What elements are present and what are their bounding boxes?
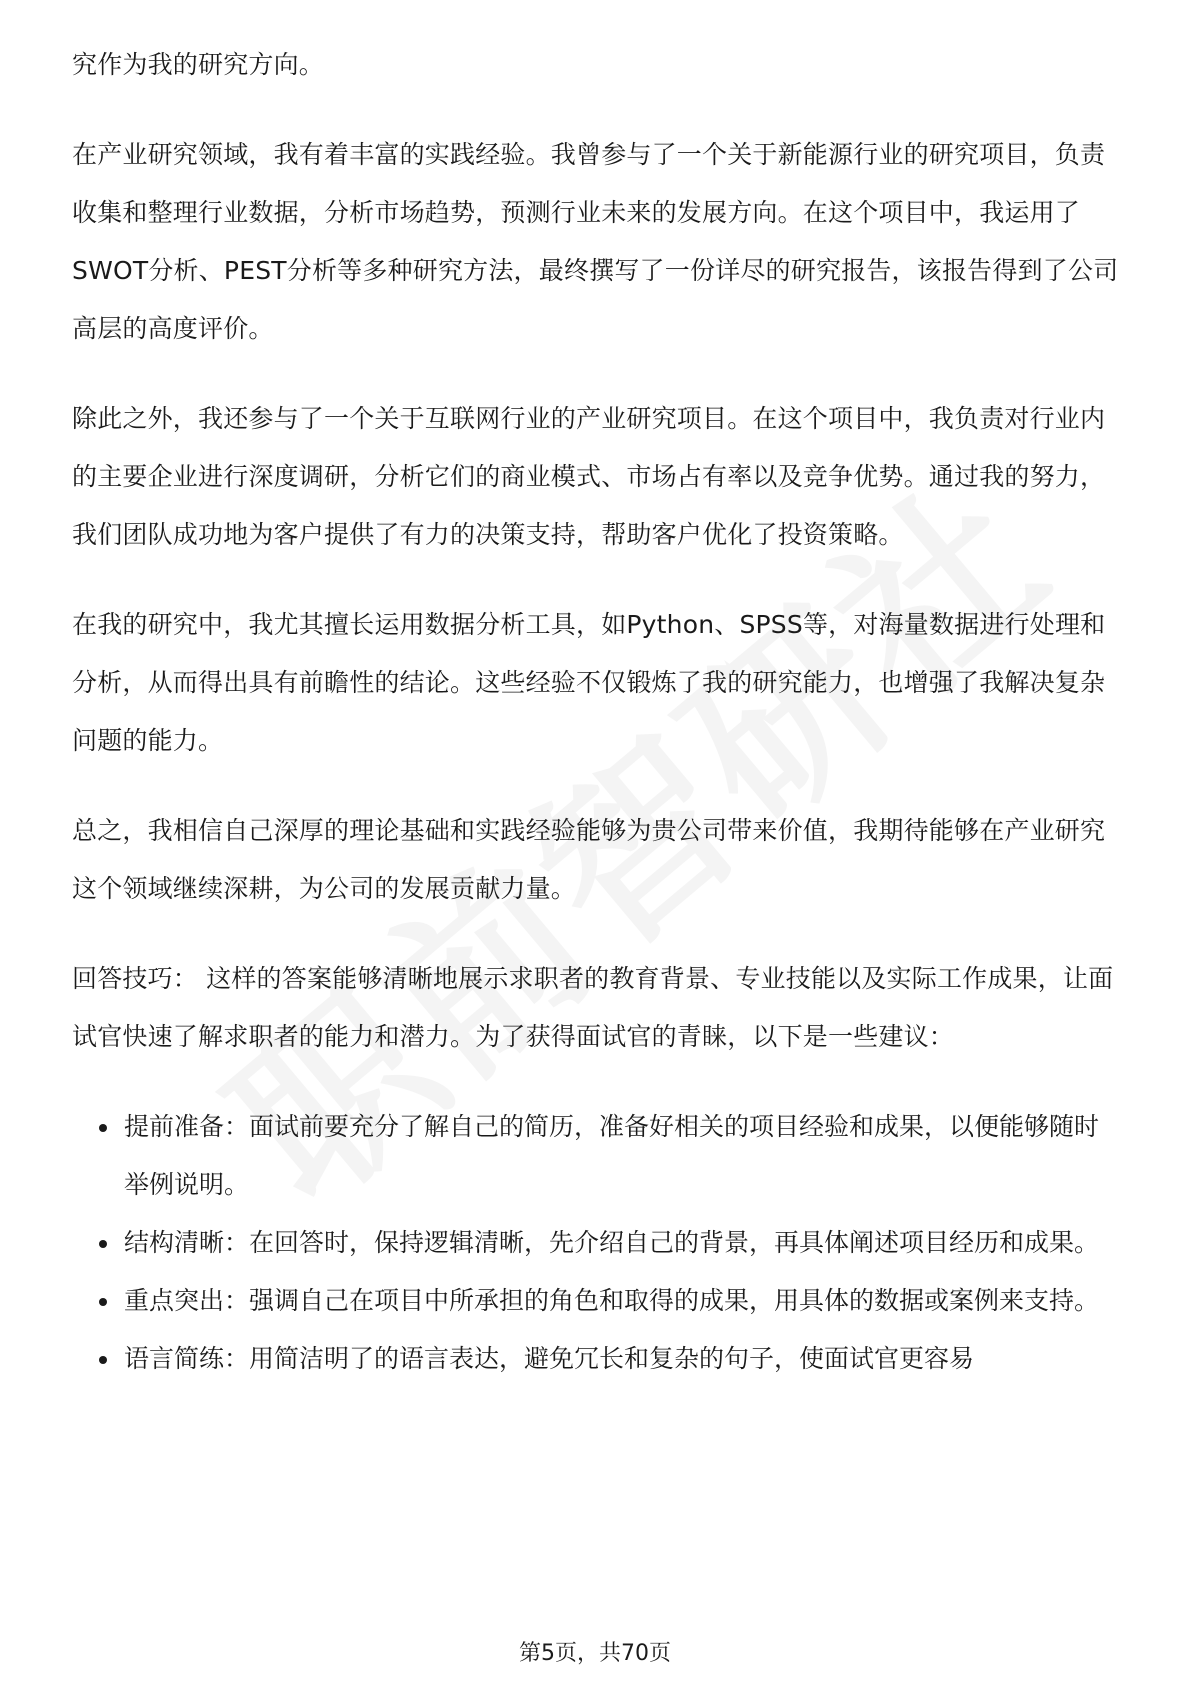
list-item: 重点突出：强调自己在项目中所承担的角色和取得的成果，用具体的数据或案例来支持。 <box>124 1272 1122 1330</box>
paragraph: 在产业研究领域，我有着丰富的实践经验。我曾参与了一个关于新能源行业的研究项目，负责收集和整理行业数据，分析市场趋势，预测行业未来的发展方向。在这个项目中，我运用了SWOT分析、PEST分析等多种研究方法，最终撰写了一份详尽的研究报告，该报告得到了公司高层的高度评价。 <box>72 140 1119 343</box>
list-item: 语言简练：用简洁明了的语言表达，避免冗长和复杂的句子，使面试官更容易 <box>124 1330 1122 1388</box>
paragraph: 除此之外，我还参与了一个关于互联网行业的产业研究项目。在这个项目中，我负责对行业内的主要企业进行深度调研，分析它们的商业模式、市场占有率以及竞争优势。通过我的努力，我们团队成功地为客户提供了有力的决策支持，帮助客户优化了投资策略。 <box>72 404 1106 549</box>
paragraph: 在我的研究中，我尤其擅长运用数据分析工具，如Python、SPSS等，对海量数据进行处理和分析，从而得出具有前瞻性的结论。这些经验不仅锻炼了我的研究能力，也增强了我解决复杂问题的能力。 <box>72 610 1106 755</box>
page-number: 第5页，共70页 <box>519 1641 671 1666</box>
answer-tips-intro: 回答技巧： 这样的答案能够清晰地展示求职者的教育背景、专业技能以及实际工作成果，让面试官快速了解求职者的能力和潜力。为了获得面试官的青睐，以下是一些建议： <box>72 964 1114 1051</box>
list-item: 结构清晰：在回答时，保持逻辑清晰，先介绍自己的背景，再具体阐述项目经历和成果。 <box>124 1214 1122 1272</box>
document-body <box>72 36 1122 1388</box>
paragraph: 究作为我的研究方向。 <box>72 50 325 79</box>
list-item: 提前准备：面试前要充分了解自己的简历，准备好相关的项目经验和成果，以便能够随时举例说明。 <box>124 1098 1122 1214</box>
tips-list <box>72 1098 1122 1388</box>
paragraph: 总之，我相信自己深厚的理论基础和实践经验能够为贵公司带来价值，我期待能够在产业研究这个领域继续深耕，为公司的发展贡献力量。 <box>72 816 1106 903</box>
